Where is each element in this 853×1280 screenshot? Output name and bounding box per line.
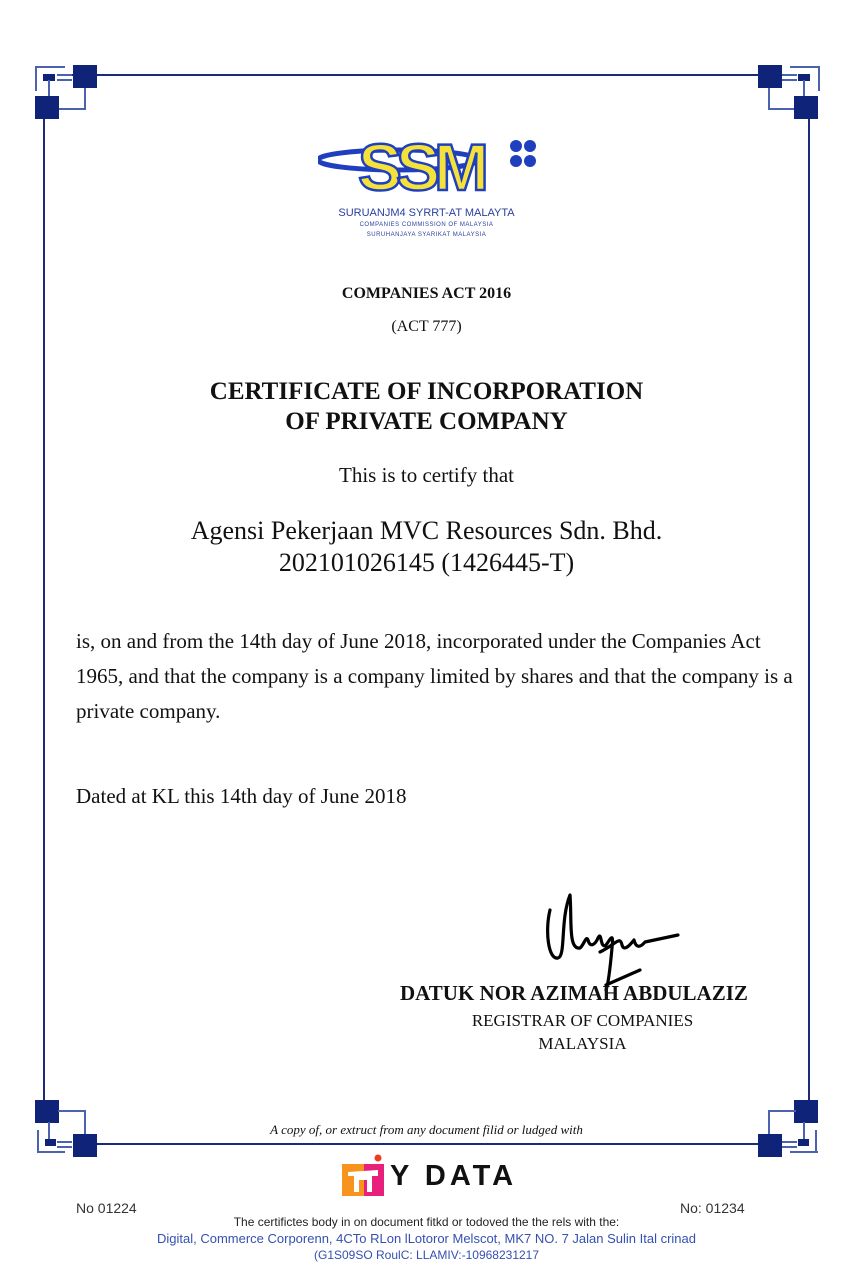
svg-text:SSM: SSM xyxy=(358,130,484,204)
mydata-brand: Y DATA xyxy=(390,1160,518,1192)
certify-intro: This is to certify that xyxy=(339,463,514,487)
signatory-name: DATUK NOR AZIMAH ABDULAZIZ xyxy=(400,981,748,1005)
serial-number-left: No 01224 xyxy=(76,1200,137,1216)
ssm-logo xyxy=(318,128,538,208)
border-top xyxy=(70,74,760,76)
signatory-country: MALAYSIA xyxy=(538,1034,627,1053)
footer-line-2: Digital, Commerce Corporenn, 4CTo RLon lLotoror Melscot, MK7 NO. 7 Jalan Sulin Ital crinad xyxy=(156,1231,696,1246)
footer-line-3: (G1S09SO RoulC: LLAMIV:-10968231217 xyxy=(313,1248,540,1262)
company-block xyxy=(0,515,853,579)
ssm-logo-line3: SURUHANJAYA SYARIKAT MALAYSIA xyxy=(366,232,487,238)
act-number: (ACT 777) xyxy=(391,318,462,335)
border-right xyxy=(808,118,810,1100)
company-name: Agensi Pekerjaan MVC Resources Sdn. Bhd. xyxy=(190,516,663,545)
copy-note: A copy of, or extruct from any document filid or ludged with xyxy=(270,1122,583,1137)
certificate-title xyxy=(0,377,853,437)
border-bottom xyxy=(90,1143,760,1145)
certificate-title-line1: CERTIFICATE OF INCORPORATION xyxy=(209,378,644,405)
footer-line-1: The certifictes body in on document fitkd or todoved the the rels with the: xyxy=(233,1215,620,1229)
border-left xyxy=(43,118,45,1100)
mydata-logo-icon xyxy=(342,1154,386,1198)
incorporation-statement: is, on and from the 14th day of June 2018, incorporated under the Companies Act 1965, and that the company is a company limited by shares and that the company is a private company. xyxy=(76,629,793,723)
dated-line: Dated at KL this 14th day of June 2018 xyxy=(76,784,407,808)
ssm-logo-line1: SURUANJM4 SYRRT-AT MALAYTA xyxy=(338,207,515,219)
company-registration-number: 202101026145 (1426445-T) xyxy=(278,548,575,577)
serial-number-right: No: 01234 xyxy=(680,1200,745,1216)
signatory-title: REGISTRAR OF COMPANIES xyxy=(471,1011,694,1030)
certificate-title-line2: OF PRIVATE COMPANY xyxy=(285,408,568,435)
act-title: COMPANIES ACT 2016 xyxy=(341,285,512,302)
ssm-logo-line2: COMPANIES COMMISSION OF MALAYSIA xyxy=(359,222,494,228)
